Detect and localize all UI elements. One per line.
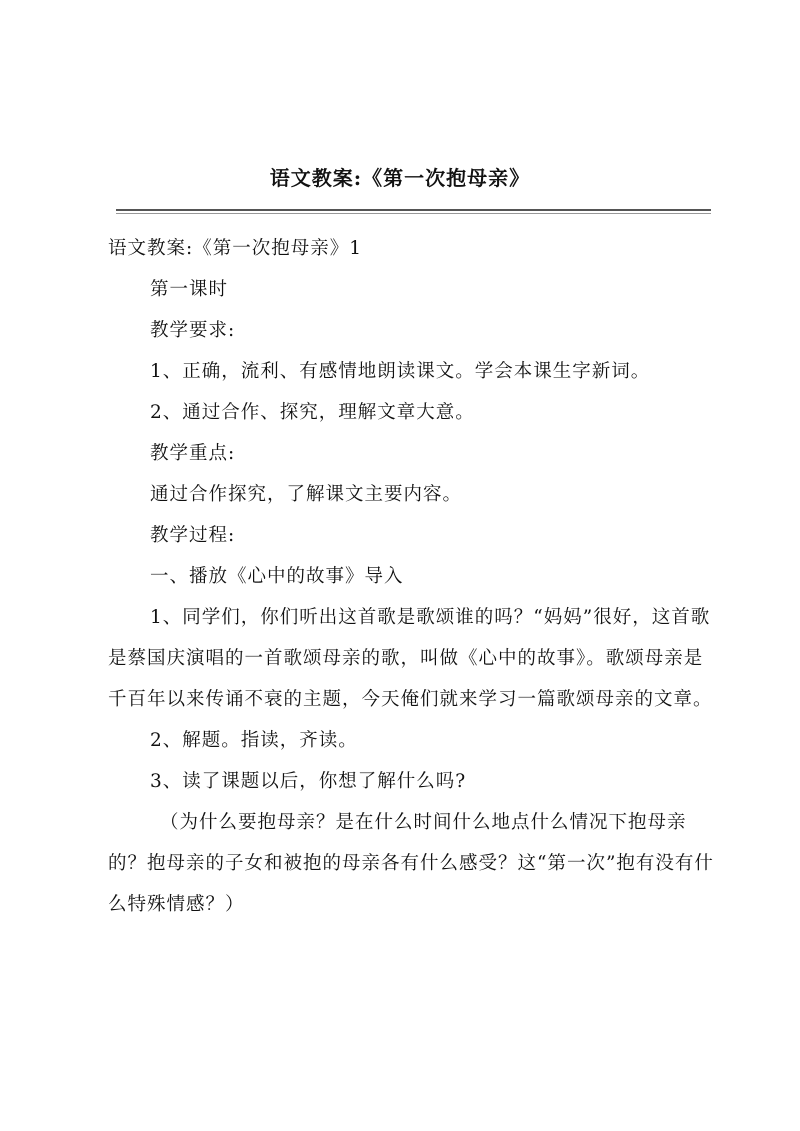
requirements-heading: 教学要求: [150, 320, 236, 341]
lesson-label: 第一课时 [150, 279, 229, 300]
requirement-item: 1、正确，流利、有感情地朗读课文。学会本课生字新词。 [150, 361, 651, 382]
document-body [108, 228, 718, 925]
document-title: 语文教案:《第一次抱母亲》 [269, 166, 531, 190]
process-paragraph: （为什么要抱母亲？是在什么时间什么地点什么情况下抱母亲的？抱母亲的子女和被抱的母亲各有什么感受？这“第一次”抱有没有什么特殊情感？） [108, 812, 714, 915]
title-divider-secondary [116, 213, 711, 214]
key-points-text: 通过合作探究，了解课文主要内容。 [150, 484, 463, 505]
process-step: 3、读了课题以后，你想了解什么吗? [150, 771, 467, 792]
process-step: 一、播放《心中的故事》导入 [150, 566, 404, 587]
process-step: 2、解题。指读，齐读。 [150, 730, 358, 751]
title-divider [116, 209, 711, 211]
process-paragraph: 1、同学们，你们听出这首歌是歌颂谁的吗？“妈妈”很好，这首歌是蔡国庆演唱的一首歌颂母亲的歌，叫做《心中的故事》。歌颂母亲是千百年以来传诵不衰的主题，今天俺们就来学习一篇歌颂母亲的文章。 [108, 607, 713, 710]
process-heading: 教学过程: [150, 525, 236, 546]
section-heading: 语文教案:《第一次抱母亲》1 [108, 238, 363, 259]
key-points-heading: 教学重点: [150, 443, 236, 464]
requirement-item: 2、通过合作、探究，理解文章大意。 [150, 402, 475, 423]
